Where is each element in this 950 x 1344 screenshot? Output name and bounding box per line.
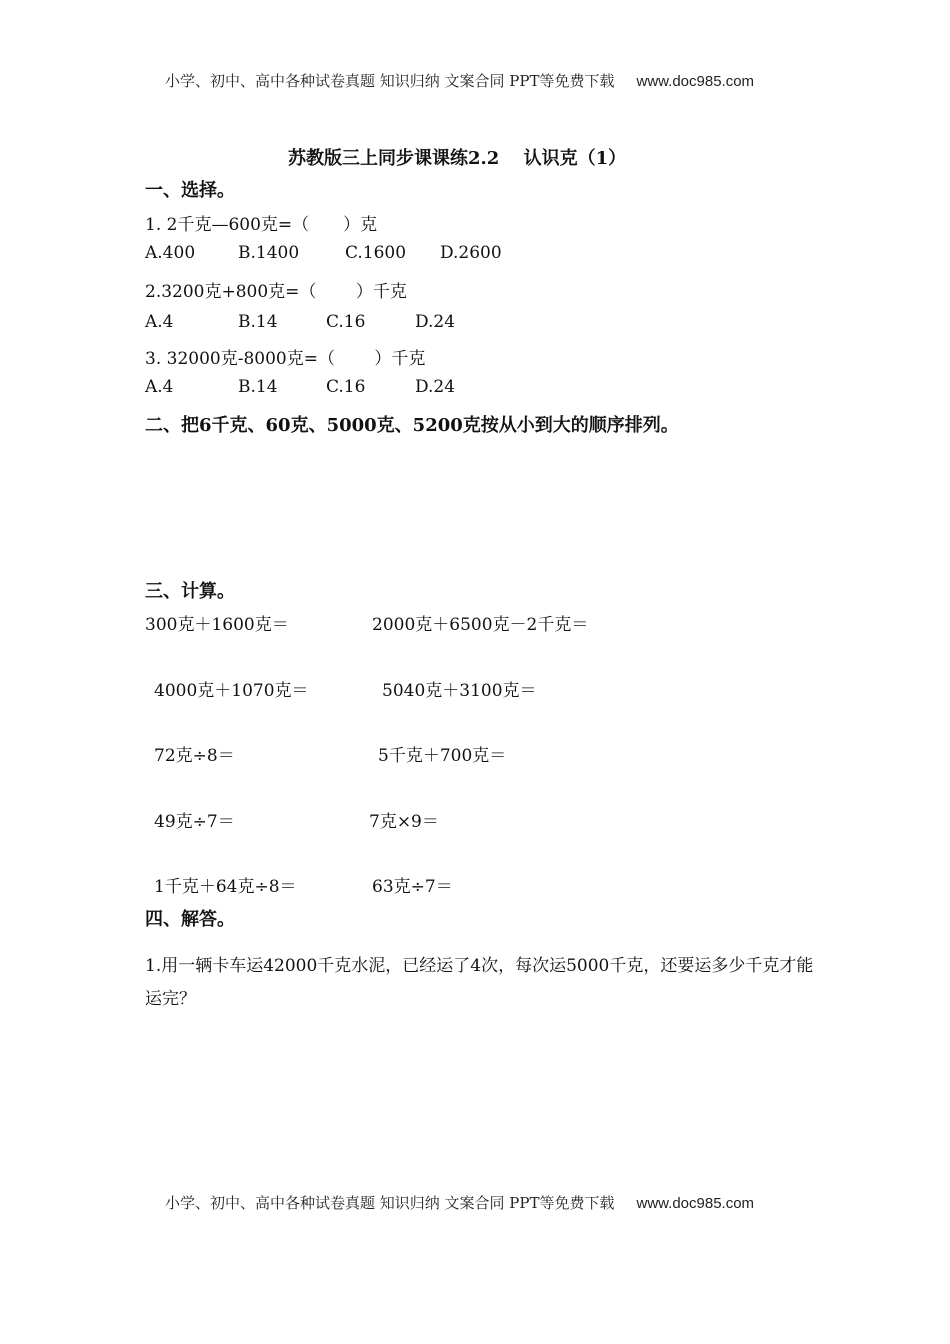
q2-option-b: B.14 [238, 312, 278, 332]
q1-option-b: B.1400 [238, 243, 300, 263]
word-problem-1: 1.用一辆卡车运42000千克水泥，已经运了4次，每次运5000千克，还要运多少千克才能运完？ [145, 956, 814, 1009]
q1-option-c: C.1600 [345, 243, 407, 263]
calc-row1-right: 2000克＋6500克－2千克＝ [372, 615, 589, 635]
section4-heading: 四、解答。 [145, 909, 235, 930]
section2-heading: 二、把6千克、60克、5000克、5200克按从小到大的顺序排列。 [145, 415, 679, 436]
worksheet-title: 苏教版三上同步课课练2.2 认识克（1） [288, 148, 627, 169]
calc-row3-left: 72克÷8＝ [154, 746, 235, 766]
calc-row5-right: 63克÷7＝ [372, 877, 453, 897]
section1-heading: 一、选择。 [145, 180, 235, 201]
header-text: 小学、初中、高中各种试卷真题 知识归纳 文案合同 PPT等免费下载 [165, 72, 615, 90]
q2-option-c: C.16 [326, 312, 366, 332]
header-url[interactable]: www.doc985.com [636, 73, 755, 90]
question-1-stem: 1. 2千克—600克=（ ）克 [145, 215, 378, 235]
calc-row2-right: 5040克＋3100克＝ [382, 681, 537, 701]
footer-text: 小学、初中、高中各种试卷真题 知识归纳 文案合同 PPT等免费下载 [165, 1194, 615, 1212]
q1-option-a: A.400 [145, 243, 196, 263]
q3-option-d: D.24 [415, 377, 456, 397]
calc-row2-left: 4000克＋1070克＝ [154, 681, 309, 701]
q2-option-d: D.24 [415, 312, 456, 332]
calc-row4-left: 49克÷7＝ [154, 812, 235, 832]
question-3-stem: 3. 32000克-8000克=（ ）千克 [145, 349, 426, 369]
section3-heading: 三、计算。 [145, 581, 235, 602]
calc-row3-right: 5千克＋700克＝ [378, 746, 507, 766]
q2-option-a: A.4 [145, 312, 174, 332]
page-footer [165, 1192, 754, 1213]
q3-option-c: C.16 [326, 377, 366, 397]
question-2-stem: 2.3200克+800克=（ ）千克 [145, 282, 407, 302]
calc-row5-left: 1千克＋64克÷8＝ [154, 877, 297, 897]
footer-url[interactable]: www.doc985.com [636, 1195, 755, 1212]
calc-row4-right: 7克×9＝ [369, 812, 439, 832]
q1-option-d: D.2600 [440, 243, 502, 263]
calc-row1-left: 300克＋1600克＝ [145, 615, 289, 635]
q3-option-a: A.4 [145, 377, 174, 397]
page-header [165, 70, 754, 91]
q3-option-b: B.14 [238, 377, 278, 397]
